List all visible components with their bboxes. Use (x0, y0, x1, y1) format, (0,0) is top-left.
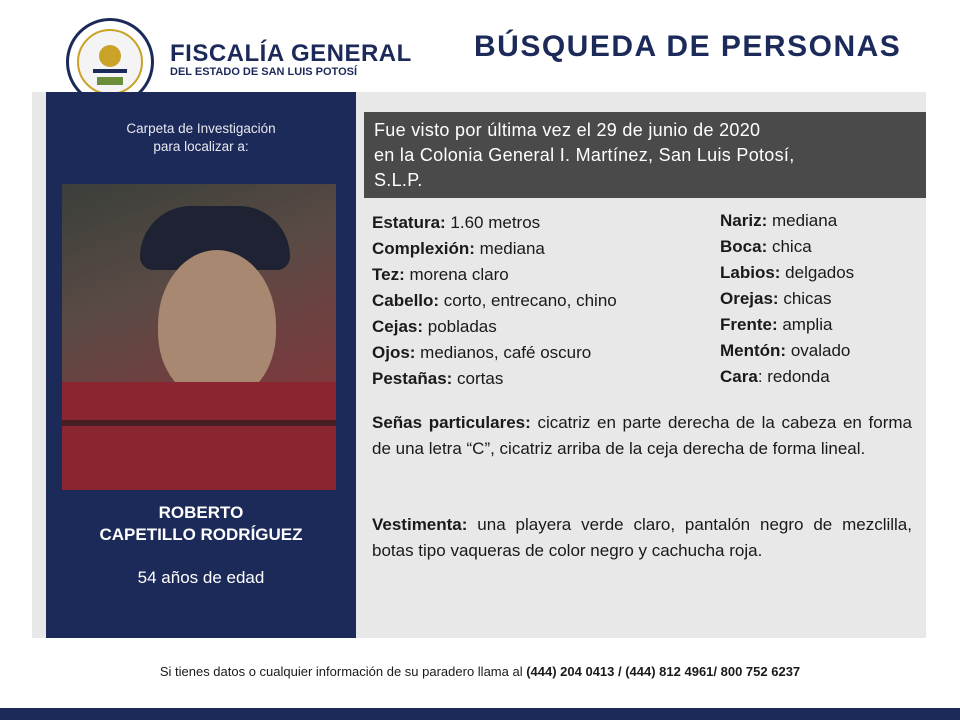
attr-label: Cejas: (372, 317, 424, 336)
attr-orejas (720, 286, 854, 312)
last-seen-line-2: en la Colonia General I. Martínez, San Luis Potosí, (374, 145, 795, 165)
org-subtitle: DEL ESTADO DE SAN LUIS POTOSÍ (170, 66, 358, 78)
attr-cabello (372, 288, 617, 314)
attr-label: Cabello: (372, 291, 440, 310)
photo-face (158, 250, 276, 400)
footer-text: Si tienes datos o cualquier información de su paradero llama al (159, 664, 527, 679)
person-name-line-1: ROBERTO (158, 503, 244, 522)
attr-value: chica (767, 237, 812, 256)
senas-text: cicatriz en parte derecha de la cabeza en forma de una letra “C”, cicatriz arriba de la ceja derecha de forma lineal. (372, 413, 912, 458)
page-title: BÚSQUEDA DE PERSONAS (474, 30, 902, 63)
photo-stripe (62, 420, 336, 426)
attr-label: Ojos: (372, 343, 416, 362)
attributes-right (720, 208, 854, 390)
attr-menton (720, 338, 854, 364)
attr-value: 1.60 metros (445, 213, 541, 232)
attr-value: delgados (780, 263, 855, 282)
person-name-line-2: CAPETILLO RODRÍGUEZ (99, 525, 303, 544)
attr-label: Complexión: (372, 239, 475, 258)
attr-value: cortas (452, 369, 504, 388)
person-photo (62, 184, 336, 490)
last-seen-line-3: S.L.P. (374, 170, 423, 190)
attr-label: Labios: (720, 263, 781, 282)
seal-inner-ring (77, 29, 143, 95)
carpeta-label (46, 120, 356, 156)
attr-estatura (372, 210, 617, 236)
attr-label: Frente: (720, 315, 778, 334)
attr-value: : redonda (757, 367, 830, 386)
attr-value: amplia (777, 315, 833, 334)
attr-cejas (372, 314, 617, 340)
attr-label: Pestañas: (372, 369, 453, 388)
person-panel (46, 92, 356, 638)
attr-value: pobladas (423, 317, 497, 336)
attr-ojos (372, 340, 617, 366)
person-name (46, 502, 356, 546)
attributes-left (372, 210, 617, 392)
vestimenta-label: Vestimenta: (372, 515, 468, 534)
attr-value: chicas (778, 289, 832, 308)
org-name: FISCALÍA GENERAL (170, 40, 412, 67)
footer-phones: (444) 204 0413 / (444) 812 4961/ 800 752 6237 (526, 664, 801, 679)
last-seen-text (374, 118, 914, 193)
attr-value: morena claro (404, 265, 509, 284)
seal-scale-icon (93, 69, 127, 73)
carpeta-line-2: para localizar a: (153, 139, 249, 154)
attr-pestanas (372, 366, 617, 392)
attr-label: Tez: (372, 265, 405, 284)
attr-nariz (720, 208, 854, 234)
vestimenta (372, 512, 912, 564)
last-seen-line-1: Fue visto por última vez el 29 de junio de 2020 (374, 120, 761, 140)
photo-shirt (62, 382, 336, 490)
attr-label: Cara (720, 367, 758, 386)
attr-label: Orejas: (720, 289, 779, 308)
carpeta-line-1: Carpeta de Investigación (126, 121, 276, 136)
seal-base-icon (97, 77, 123, 85)
attr-label: Boca: (720, 237, 768, 256)
attr-label: Nariz: (720, 211, 768, 230)
seal-sun-icon (99, 45, 121, 67)
contact-footer (0, 664, 960, 679)
senas-particulares (372, 410, 912, 462)
attr-labios (720, 260, 854, 286)
bottom-bar (0, 708, 960, 720)
attr-value: mediana (474, 239, 545, 258)
attr-label: Mentón: (720, 341, 787, 360)
attr-label: Estatura: (372, 213, 446, 232)
last-seen-box (364, 112, 926, 198)
person-age: 54 años de edad (137, 568, 265, 587)
attr-value: corto, entrecano, chino (439, 291, 617, 310)
attr-value: mediana (767, 211, 838, 230)
attr-cara (720, 364, 854, 390)
attr-boca (720, 234, 854, 260)
attr-complexion (372, 236, 617, 262)
vestimenta-text: una playera verde claro, pantalón negro de mezclilla, botas tipo vaqueras de color negro y cachucha roja. (372, 515, 912, 560)
attr-tez (372, 262, 617, 288)
senas-label: Señas particulares: (372, 413, 531, 432)
attr-value: medianos, café oscuro (415, 343, 592, 362)
attr-frente (720, 312, 854, 338)
attr-value: ovalado (786, 341, 851, 360)
